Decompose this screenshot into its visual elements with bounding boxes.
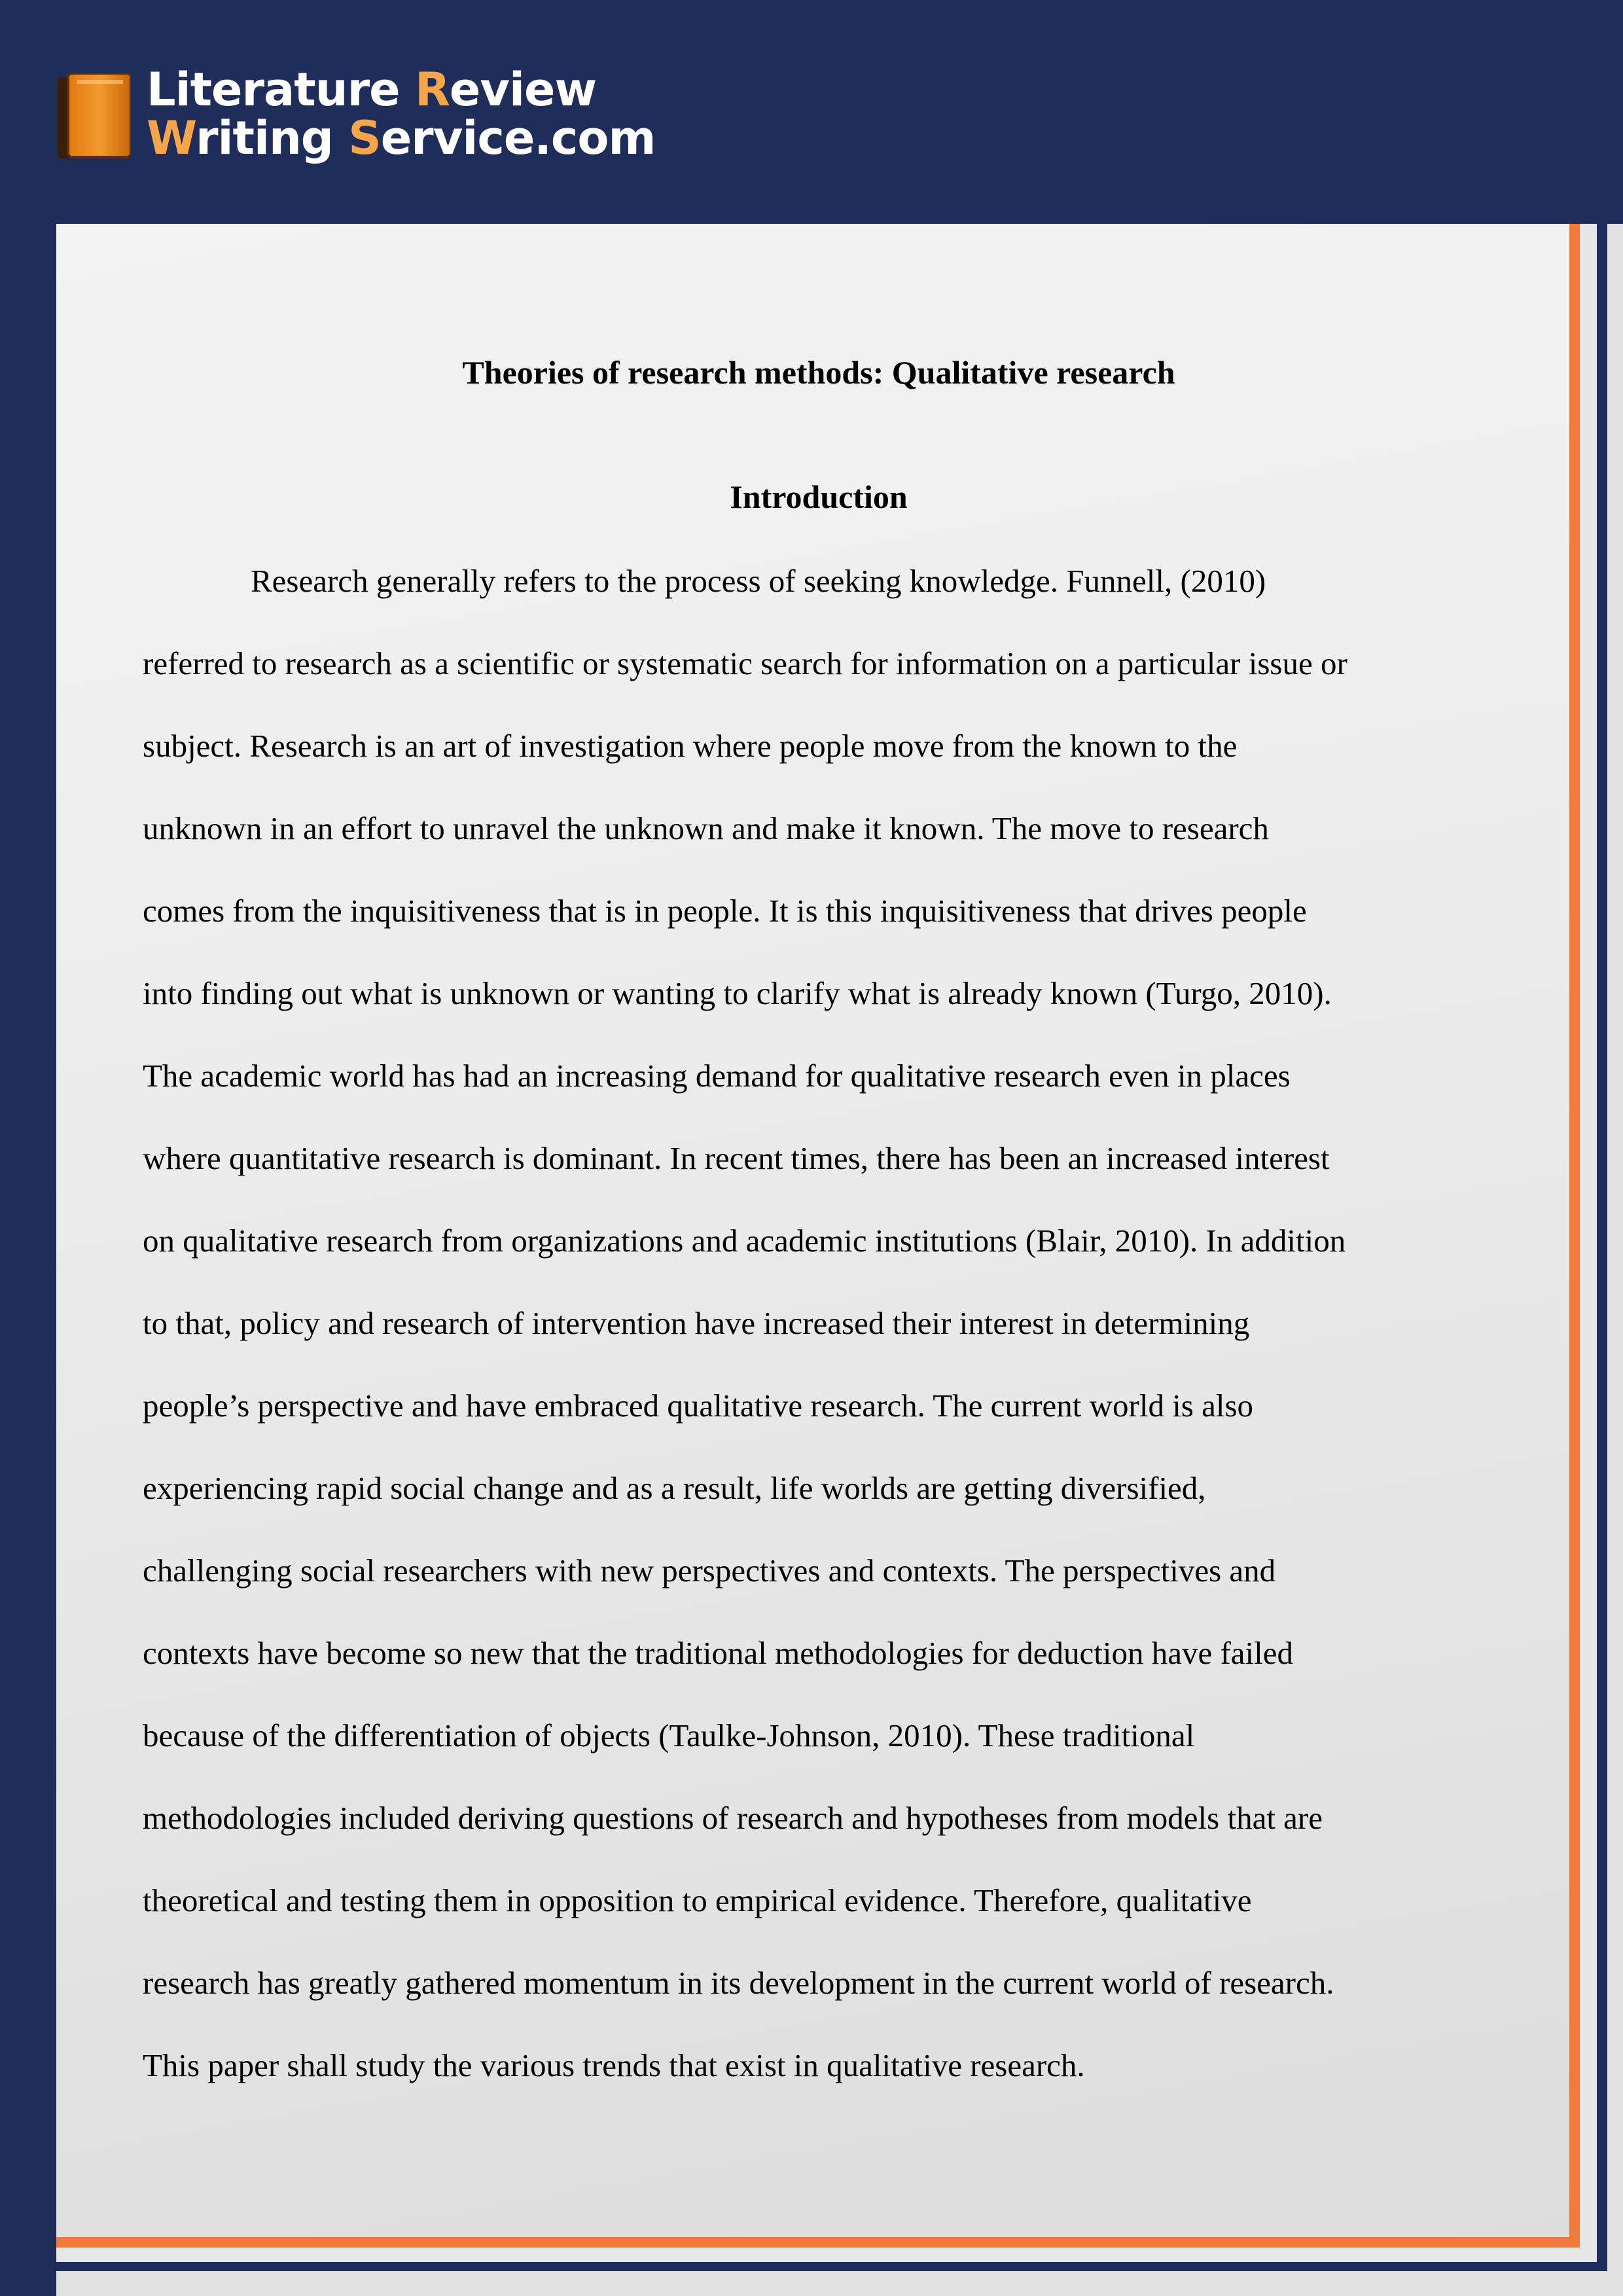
body-line: methodologies included deriving questions of research and hypotheses from models that are xyxy=(143,1800,1323,1836)
book-icon xyxy=(58,73,131,161)
body-line: because of the differentiation of objects (Taulke-Johnson, 2010). These traditional xyxy=(143,1717,1195,1753)
site-header xyxy=(0,0,1623,224)
body-line: theoretical and testing them in opposition to empirical evidence. Therefore, qualitative xyxy=(143,1882,1252,1918)
body-line: experiencing rapid social change and as a result, life worlds are getting diversified, xyxy=(143,1470,1206,1506)
logo-accent-r: R xyxy=(414,63,450,117)
body-line: people’s perspective and have embraced qualitative research. The current world is also xyxy=(143,1388,1254,1424)
body-line: The academic world has had an increasing demand for qualitative research even in places xyxy=(143,1058,1291,1094)
body-line: referred to research as a scientific or systematic search for information on a particular issue or xyxy=(143,645,1347,681)
logo-accent-w: W xyxy=(147,111,196,165)
page-border-orange-bottom xyxy=(56,2237,1580,2248)
section-heading: Introduction xyxy=(730,478,908,515)
logo-accent-s: S xyxy=(348,111,381,165)
body-line: unknown in an effort to unravel the unknown and make it known. The move to research xyxy=(143,810,1269,846)
logo-line-1 xyxy=(147,63,597,117)
page-border-gap-bottom xyxy=(56,2248,1597,2262)
page-border-navy-right xyxy=(1597,224,1607,2271)
logo-text-eview: eview xyxy=(449,63,597,117)
body-line: into finding out what is unknown or wanting to clarify what is already known (Turgo, 2010). xyxy=(143,975,1332,1011)
page-border-orange-right xyxy=(1569,224,1580,2250)
body-line: comes from the inquisitiveness that is in people. It is this inquisitiveness that drives people xyxy=(143,893,1307,929)
body-line: Research generally refers to the process of seeking knowledge. Funnell, (2010) xyxy=(251,563,1266,599)
page-border-gap-right xyxy=(1580,224,1597,2266)
logo-text-literature: Literature xyxy=(147,63,415,117)
page-border-navy-bottom xyxy=(56,2262,1607,2271)
site-logo xyxy=(58,63,656,170)
logo-wordmark xyxy=(147,63,656,165)
body-line: where quantitative research is dominant. In recent times, there has been an increased interest xyxy=(143,1140,1330,1176)
body-line: subject. Research is an art of investigation where people move from the known to the xyxy=(143,728,1238,764)
page-border-light-bottom xyxy=(56,2271,1623,2296)
body-line: to that, policy and research of intervention have increased their interest in determining xyxy=(143,1305,1250,1341)
logo-text-riting: riting xyxy=(195,111,349,165)
document-title: Theories of research methods: Qualitative research xyxy=(462,354,1175,391)
body-line: This paper shall study the various trends that exist in qualitative research. xyxy=(143,2047,1085,2083)
logo-text-ervice: ervice.com xyxy=(380,111,656,165)
body-line: challenging social researchers with new perspectives and contexts. The perspectives and xyxy=(143,1552,1276,1588)
logo-line-2 xyxy=(147,111,656,165)
body-line: research has greatly gathered momentum in its development in the current world of research. xyxy=(143,1965,1334,2001)
body-line: on qualitative research from organizations and academic institutions (Blair, 2010). In addition xyxy=(143,1223,1346,1259)
body-line: contexts have become so new that the traditional methodologies for deduction have failed xyxy=(143,1635,1293,1671)
page-border-light-right xyxy=(1607,224,1623,2296)
